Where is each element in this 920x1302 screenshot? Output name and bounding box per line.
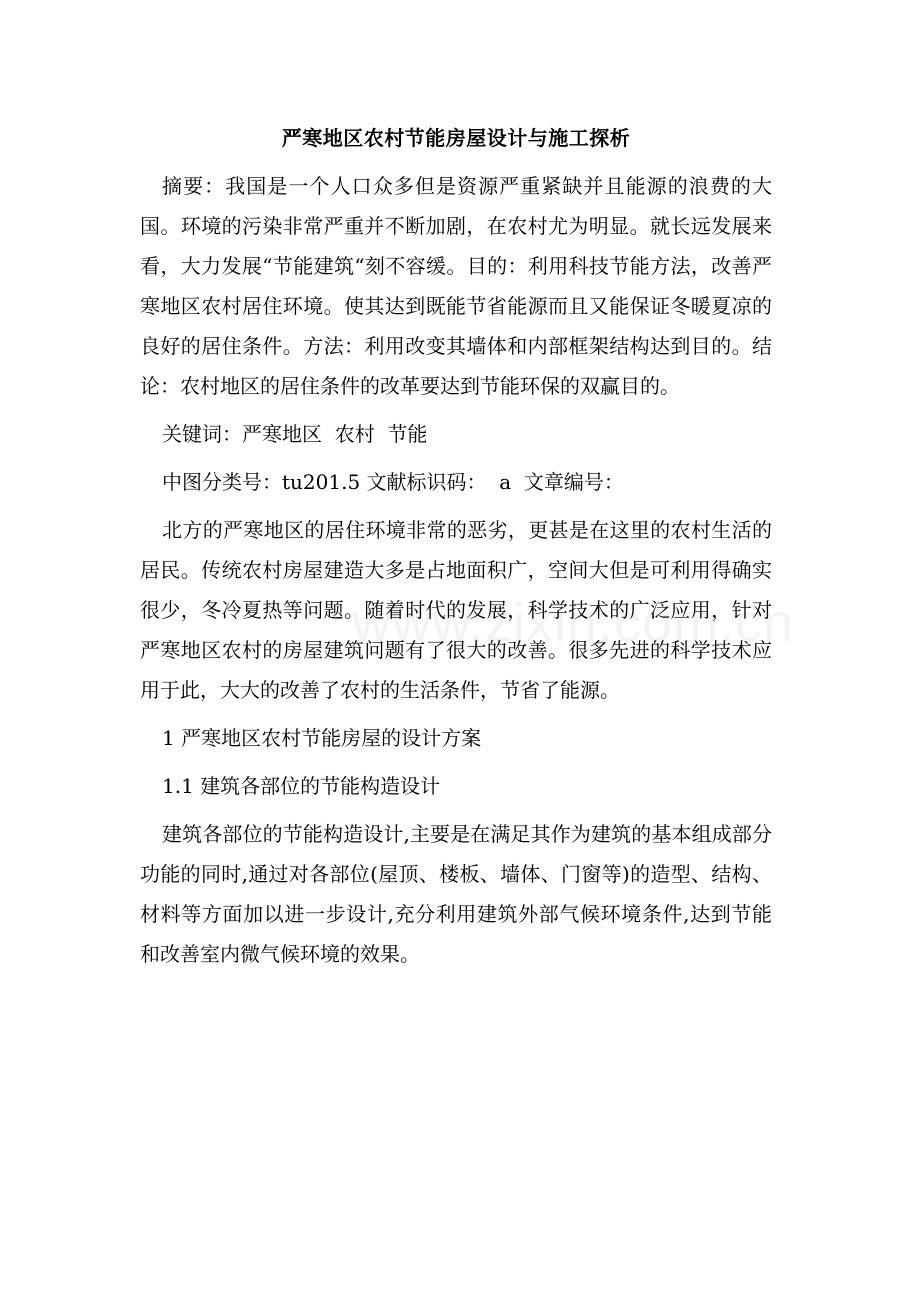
intro-paragraph: 北方的严寒地区的居住环境非常的恶劣，更甚是在这里的农村生活的居民。传统农村房屋建造大多是占地面积广，空间大但是可利用得确实很少，冬冷夏热等问题。随着时代的发展，科学技术的广泛应用，针对严寒地区农村的房屋建筑问题有了很大的改善。很多先进的科学技术应用于此，大大的改善了农村的生活条件，节省了能源。 (140, 518, 772, 702)
section-1-1-body: 建筑各部位的节能构造设计,主要是在满足其作为建筑的基本组成部分功能的同时,通过对各部位(屋顶、楼板、墙体、门窗等)的造型、结构、材料等方面加以进一步设计,充分利用建筑外部气候环境条件,达到节能和改善室内微气候环境的效果。 (140, 822, 772, 966)
abstract-paragraph: 摘要：我国是一个人口众多但是资源严重紧缺并且能源的浪费的大国。环境的污染非常严重并不断加剧，在农村尤为明显。就长远发展来看，大力发展“节能建筑“刻不容缓。目的：利用科技节能方法，改善严寒地区农村居住环境。使其达到既能节省能源而且又能保证冬暖夏凉的良好的居住条件。方法：利用改变其墙体和内部框架结构达到目的。结论：农村地区的居住条件的改革要达到节能环保的双赢目的。 (140, 174, 772, 398)
document-title: 严寒地区农村节能房屋设计与施工探析 (281, 126, 631, 150)
keywords-line: 关键词：严寒地区 农村 节能 (162, 422, 428, 446)
section-1-1-heading: 1.1 建筑各部位的节能构造设计 (162, 774, 441, 798)
section-1-heading: 1 严寒地区农村节能房屋的设计方案 (162, 726, 482, 750)
document-page (140, 118, 772, 974)
classification-line: 中图分类号：tu201.5 文献标识码： a 文章编号： (162, 470, 624, 494)
